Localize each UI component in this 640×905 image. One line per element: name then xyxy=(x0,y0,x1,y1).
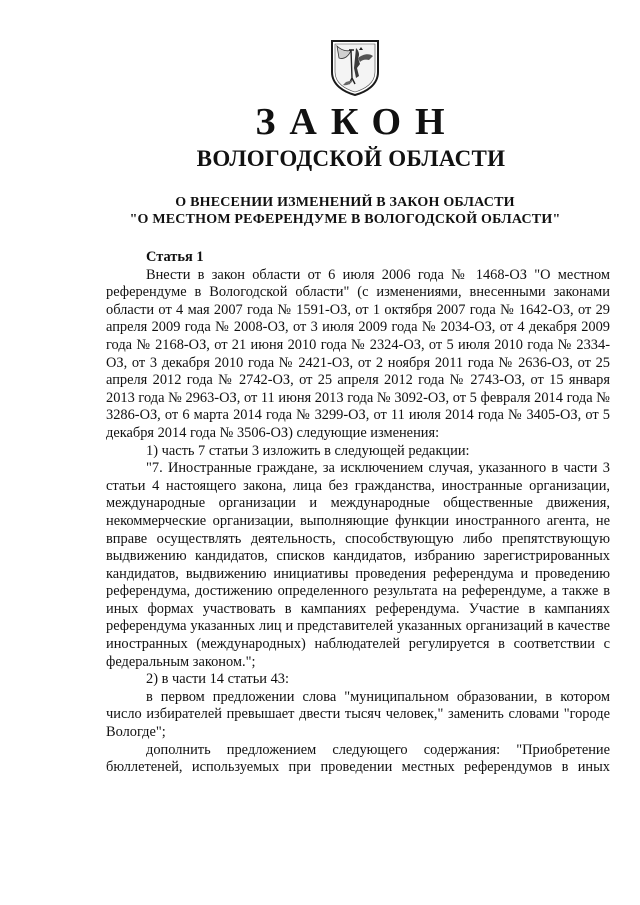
body-paragraph: 2) в части 14 статьи 43: xyxy=(146,671,289,688)
law-body xyxy=(106,240,610,777)
body-paragraph: Внести в закон области от 6 июля 2006 года № 1468-ОЗ "О местном референдуме в Вологодской области" (с изменениями, внесенными законами области от 4 мая 2007 года № 1591-ОЗ, от 1 октября 2007 года № 1642-ОЗ, от 29 апреля 2009 года № 2008-ОЗ, от 3 июля 2009 года № 2034-ОЗ, от 4 декабря 2009 года № 2168-ОЗ, от 21 июня 2010 года № 2324-ОЗ, от 5 июля 2010 года № 2334-ОЗ, от 3 декабря 2010 года № 2421-ОЗ, от 2 ноября 2011 года № 2636-ОЗ, от 25 апреля 2012 года № 2742-ОЗ, от 25 апреля 2012 года № 2743-ОЗ, от 15 января 2013 года № 2963-ОЗ, от 11 июня 2013 года № 3092-ОЗ, от 5 февраля 2014 года № 3286-ОЗ, от 6 марта 2014 года № 3299-ОЗ, от 11 июля 2014 года № 3405-ОЗ, от 5 декабря 2014 года № 3506-ОЗ) следующие изменения: xyxy=(106,266,610,441)
article-heading: Статья 1 xyxy=(146,249,204,265)
body-paragraph: 1) часть 7 статьи 3 изложить в следующей редакции: xyxy=(146,442,470,459)
region-title: ВОЛОГОДСКОЙ ОБЛАСТИ xyxy=(196,146,506,171)
document-title: ЗАКОН xyxy=(255,101,459,143)
law-subtitle-line-2: "О МЕСТНОМ РЕФЕРЕНДУМЕ В ВОЛОГОДСКОЙ ОБЛАСТИ" xyxy=(129,212,561,227)
body-paragraph: "7. Иностранные граждане, за исключением случая, указанного в части 3 статьи 4 настоящего закона, лица без гражданства, иностранные организации, международные организации и международные общественные движения, некоммерческие организации, выполняющие функции иностранного агента, не вправе осуществлять деятельность, способствующую либо препятствующую выдвижению кандидатов, списков кандидатов, избранию зарегистрированных кандидатов, выдвижению инициативы проведения референдума и проведению референдума, достижению определенного результата на референдуме, а также в иных формах участвовать в кампаниях референдума. Участие в кампаниях референдума указанных лиц и представителей указанных организаций в качестве иностранных (международных) наблюдателей регулируется в соответствии с федеральным законом."; xyxy=(106,460,610,670)
body-paragraph: в первом предложении слова "муниципальном образовании, в котором число избирателей превышает двести тысяч человек," заменить словами "городе Вологде"; xyxy=(106,688,610,741)
law-subtitle-line-1: О ВНЕСЕНИИ ИЗМЕНЕНИЙ В ЗАКОН ОБЛАСТИ xyxy=(175,195,515,210)
body-paragraph: дополнить предложением следующего содержания: "Приобретение бюллетеней, используемых при проведении местных референдумов в иных xyxy=(106,741,610,776)
vologda-coat-of-arms-icon xyxy=(329,38,381,96)
